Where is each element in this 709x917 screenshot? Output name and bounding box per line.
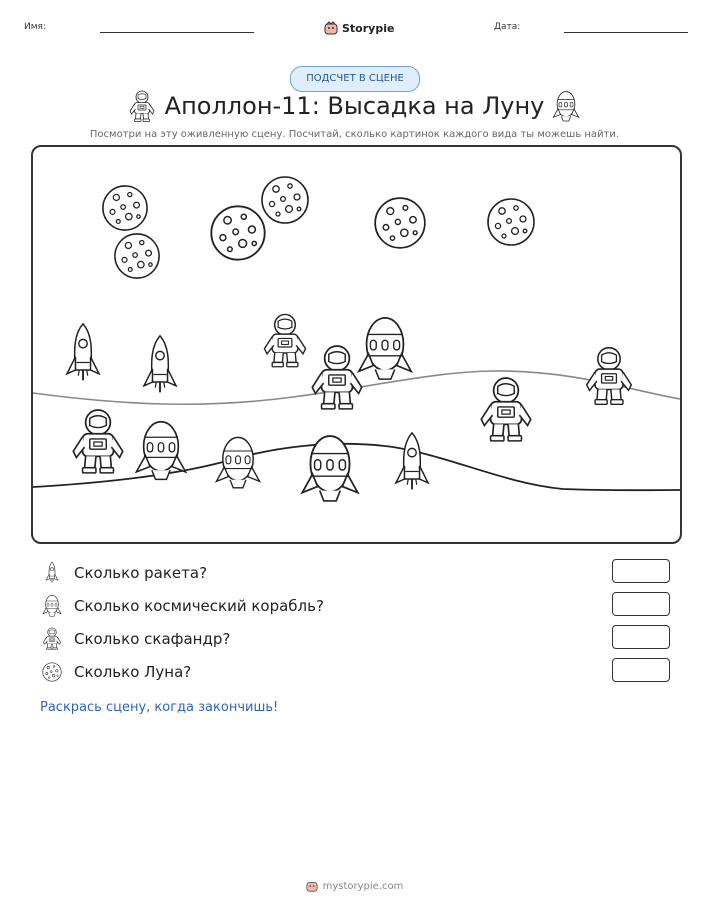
brand-logo: [324, 18, 394, 38]
question-text: Сколько космический корабль?: [74, 597, 324, 615]
rocket-icon: [67, 324, 99, 381]
moon-icon: [262, 177, 308, 223]
brand-name: Storypie: [342, 21, 395, 35]
spaceship-icon: [359, 318, 411, 379]
spacesuit-icon: [312, 346, 361, 409]
spacesuit-icon: [42, 627, 62, 651]
question-text: Сколько Луна?: [74, 663, 192, 681]
moon-icon: [375, 198, 425, 248]
moon-icon: [103, 186, 147, 230]
rocket-icon: [42, 561, 62, 585]
counting-scene: [31, 145, 682, 544]
worksheet-header: [24, 18, 689, 38]
answer-box-spacesuits[interactable]: [612, 625, 670, 649]
moon-icon: [115, 234, 159, 278]
horizon-line-front: [33, 444, 680, 490]
question-text: Сколько ракета?: [74, 564, 208, 582]
spacesuit-icon: [264, 314, 305, 366]
storypie-logo-icon: [324, 21, 338, 35]
footer-url: mystorypie.com: [322, 880, 404, 892]
spaceship-icon: [42, 594, 62, 618]
question-rockets: [42, 562, 207, 584]
name-label: Имя:: [24, 22, 46, 32]
page-subtitle: Посмотри на эту оживленную сцену. Посчитай, сколько картинок каждого вида ты можешь найти.: [89, 129, 620, 140]
name-field-line[interactable]: [100, 32, 254, 33]
rocket-icon: [396, 433, 428, 490]
spacesuit-icon: [73, 410, 122, 473]
answer-box-rockets[interactable]: [612, 559, 670, 583]
page-footer: [0, 880, 709, 892]
spacesuit-icon: [587, 348, 632, 405]
moon-icon: [42, 661, 62, 683]
storypie-logo-icon: [306, 880, 318, 892]
moon-icon: [211, 206, 264, 259]
page-title: Аполлон-11: Высадка на Луну: [164, 92, 545, 120]
spacesuit-icon: [481, 378, 530, 441]
spaceship-icon: [552, 90, 580, 123]
spaceship-icon: [216, 437, 259, 487]
answer-box-moons[interactable]: [612, 658, 670, 682]
date-field-line[interactable]: [564, 32, 688, 33]
question-moons: [42, 661, 191, 683]
moon-icon: [488, 199, 534, 245]
activity-badge: ПОДСЧЕТ В СЦЕНЕ: [290, 66, 420, 92]
coloring-instruction: Раскрась сцену, когда закончишь!: [40, 700, 279, 715]
answer-box-spaceships[interactable]: [612, 592, 670, 616]
rocket-icon: [144, 336, 176, 393]
date-label: Дата:: [494, 22, 521, 32]
question-text: Сколько скафандр?: [74, 630, 231, 648]
scene-illustration: [33, 147, 680, 542]
question-spaceships: [42, 595, 324, 617]
question-spacesuits: [42, 628, 230, 650]
